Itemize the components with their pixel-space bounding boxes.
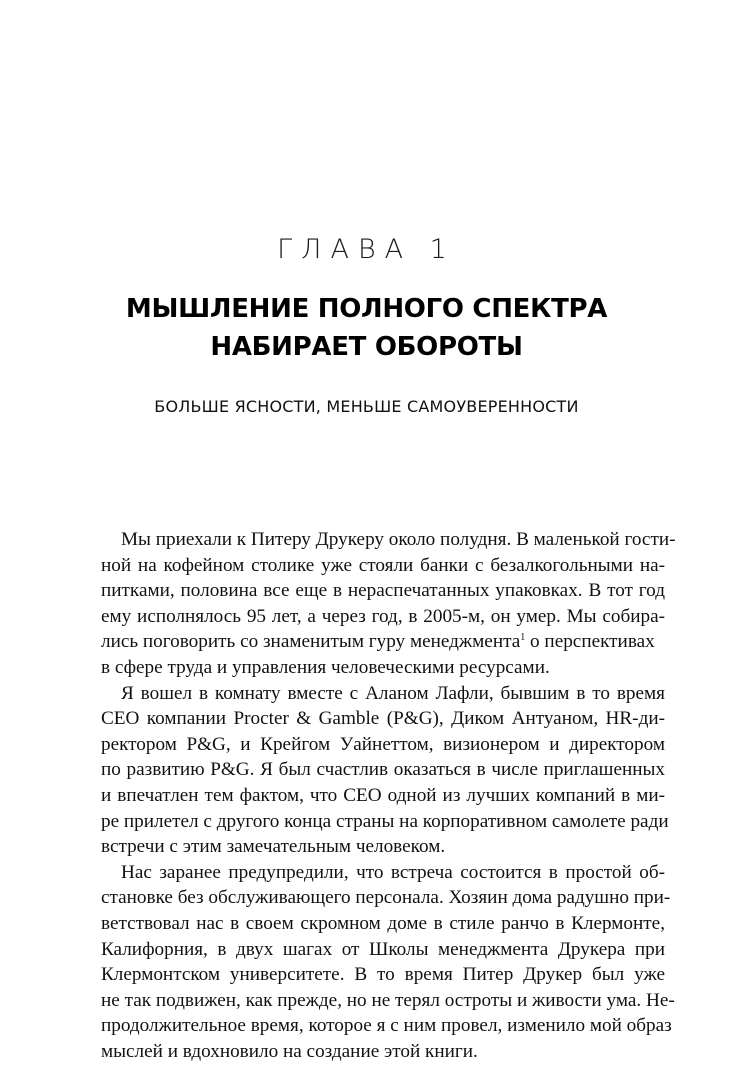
text-line [101, 629, 665, 655]
text-line: по развитию P&G. Я был счастлив оказаться в числе приглашенных [101, 759, 665, 781]
text-line: в сфере труда и управления человеческими ресурсами. [101, 656, 550, 678]
chapter-title-line: НАБИРАЕТ ОБОРОТЫ [210, 332, 523, 362]
paragraph [101, 681, 669, 860]
text-line: ректором P&G, и Крейгом Уайнеттом, визионером и директором [101, 733, 665, 755]
text-line: и впечатлен тем фактом, что CEO одной из лучших компаний в ми- [101, 784, 665, 806]
chapter-label: ГЛАВА 1 [277, 234, 456, 265]
chapter-title [0, 290, 733, 366]
text-line: Нас заранее предупредили, что встреча состоится в простой об- [121, 861, 665, 883]
chapter-subtitle: БОЛЬШЕ ЯСНОСТИ, МЕНЬШЕ САМОУВЕРЕННОСТИ [154, 397, 579, 416]
text-line: продолжительное время, которое я с ним провел, изменило мой образ [101, 1015, 672, 1037]
text-line: ветствовал нас в своем скромном доме в стиле ранчо в Клермонте, [101, 912, 665, 934]
text-line: ему исполнялось 95 лет, а через год, в 2005-м, он умер. Мы собира- [101, 605, 665, 627]
footnote-mark[interactable]: 1 [520, 632, 526, 644]
body-text [101, 527, 676, 1064]
text-line: мыслей и вдохновило на создание этой книги. [101, 1040, 478, 1062]
text-line: Мы приехали к Питеру Друкеру около полудня. В маленькой гости- [121, 529, 676, 550]
text-line: питками, половина все еще в нераспечатанных упаковках. В тот год [101, 580, 665, 602]
text-line: Клермонтском университете. В то время Питер Друкер был уже [101, 964, 665, 986]
text-line: ре прилетел с другого конца страны на корпоративном самолете ради [101, 810, 669, 832]
text-line: Калифорния, в двух шагах от Школы менеджмента Друкера при [101, 938, 665, 960]
text-line: не так подвижен, как прежде, но не терял остроты и живости ума. Не- [101, 989, 675, 1011]
text-line: ной на кофейном столике уже стояли банки с безалкогольными на- [101, 554, 665, 576]
text-line: Я вошел в комнату вместе с Аланом Лафли, бывшим в то время [121, 682, 665, 704]
text-segment: лись поговорить со знаменитым гуру менеджмента [101, 631, 521, 653]
text-line: становке без обслуживающего персонала. Хозяин дома радушно при- [101, 887, 671, 909]
paragraph [101, 860, 675, 1065]
text-line: встречи с этим замечательным человеком. [101, 836, 446, 858]
chapter-title-line: МЫШЛЕНИЕ ПОЛНОГО СПЕКТРА [125, 294, 608, 324]
paragraph [101, 527, 676, 681]
text-segment: о перспективах [525, 631, 655, 653]
text-line: CEO компании Procter & Gamble (P&G), Диком Антуаном, HR-ди- [101, 708, 665, 730]
